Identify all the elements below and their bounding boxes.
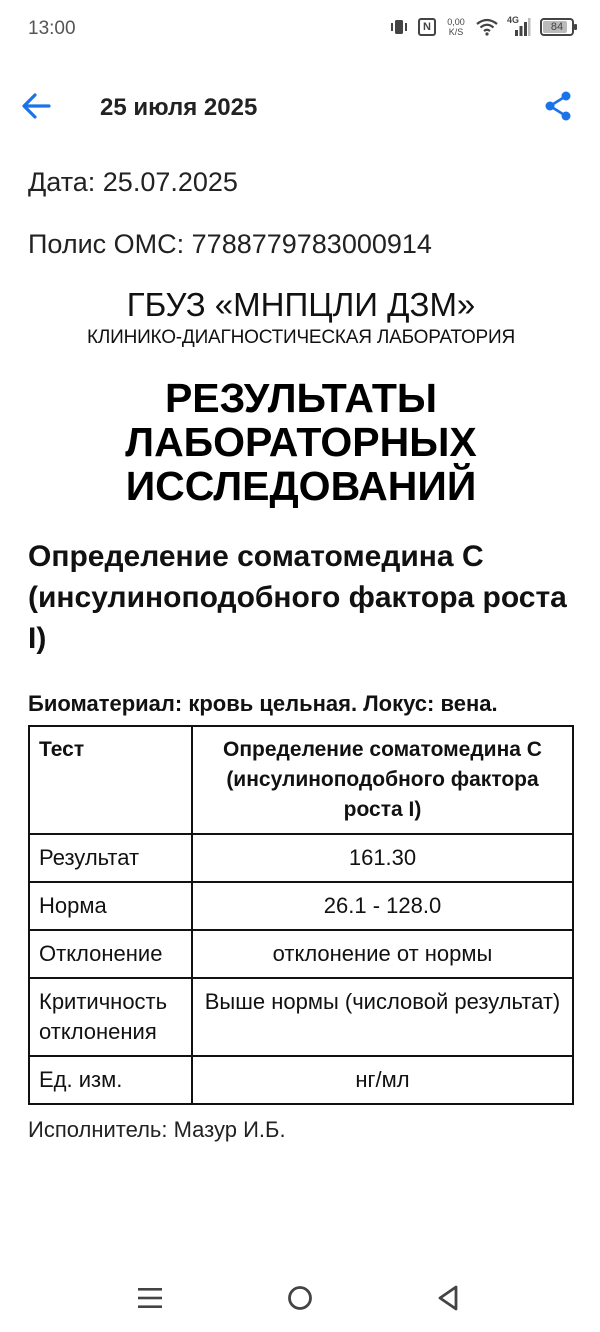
table-row	[29, 978, 573, 1056]
table-row	[29, 882, 573, 930]
app-bar	[0, 76, 600, 140]
net-speed-value: 0,00	[447, 17, 465, 27]
battery-percent: 84	[550, 21, 564, 33]
signal-icon	[507, 17, 531, 37]
app-title: 25 июля 2025	[100, 94, 258, 121]
arrow-left-icon	[21, 93, 51, 124]
policy-number: Полис ОМС: 7788779783000914	[28, 229, 432, 259]
document-date: Дата: 25.07.2025	[28, 167, 238, 197]
row-key: Критичность отклонения	[29, 978, 192, 1056]
document-title-line: РЕЗУЛЬТАТЫ	[164, 375, 438, 421]
row-key: Результат	[29, 834, 192, 882]
net-speed	[445, 17, 467, 37]
row-key: Норма	[29, 882, 192, 930]
document-title-line: ЛАБОРАТОРНЫХ	[125, 419, 477, 465]
document-title	[28, 376, 574, 508]
table-header-value: Определение соматомедина С (инсулиноподобного фактора роста I)	[192, 726, 573, 834]
nfc-icon: N	[418, 18, 436, 36]
table-row	[29, 834, 573, 882]
document-title-line: ИССЛЕДОВАНИЙ	[125, 463, 477, 509]
system-nav-bar	[0, 1270, 600, 1332]
back-triangle-icon	[436, 1284, 460, 1317]
home-icon	[286, 1284, 314, 1317]
row-value: отклонение от нормы	[192, 930, 573, 978]
document-content	[28, 162, 574, 1145]
system-back-button[interactable]	[428, 1282, 468, 1318]
battery-icon	[540, 18, 574, 36]
home-button[interactable]	[280, 1282, 320, 1318]
table-row	[29, 930, 573, 978]
table-header-row	[29, 726, 573, 834]
recent-apps-button[interactable]	[130, 1282, 170, 1318]
status-time: 13:00	[28, 18, 76, 39]
table-header-key: Тест	[29, 726, 192, 834]
organization-name: ГБУЗ «МНПЦЛИ ДЗМ»	[126, 286, 476, 323]
menu-icon	[137, 1286, 163, 1315]
status-icons	[389, 17, 574, 37]
table-row	[29, 1056, 573, 1104]
signal-label: 4G	[507, 15, 520, 25]
row-key: Отклонение	[29, 930, 192, 978]
vibrate-icon	[389, 17, 409, 37]
results-table	[28, 725, 574, 1105]
share-icon	[544, 91, 572, 126]
back-button[interactable]	[16, 88, 56, 128]
net-speed-unit: K/S	[448, 27, 464, 37]
row-value: 26.1 - 128.0	[192, 882, 573, 930]
row-value: Выше нормы (числовой результат)	[192, 978, 573, 1056]
test-name: Определение соматомедина С (инсулиноподобного фактора роста I)	[28, 540, 567, 655]
status-bar	[0, 0, 600, 60]
organization-subtitle: КЛИНИКО-ДИАГНОСТИЧЕСКАЯ ЛАБОРАТОРИЯ	[86, 327, 515, 348]
row-value: нг/мл	[192, 1056, 573, 1104]
share-button[interactable]	[538, 88, 578, 128]
executor: Исполнитель: Мазур И.Б.	[28, 1117, 286, 1142]
row-key: Ед. изм.	[29, 1056, 192, 1104]
row-value: 161.30	[192, 834, 573, 882]
biomaterial: Биоматериал: кровь цельная. Локус: вена.	[28, 691, 498, 716]
wifi-icon	[476, 17, 498, 37]
